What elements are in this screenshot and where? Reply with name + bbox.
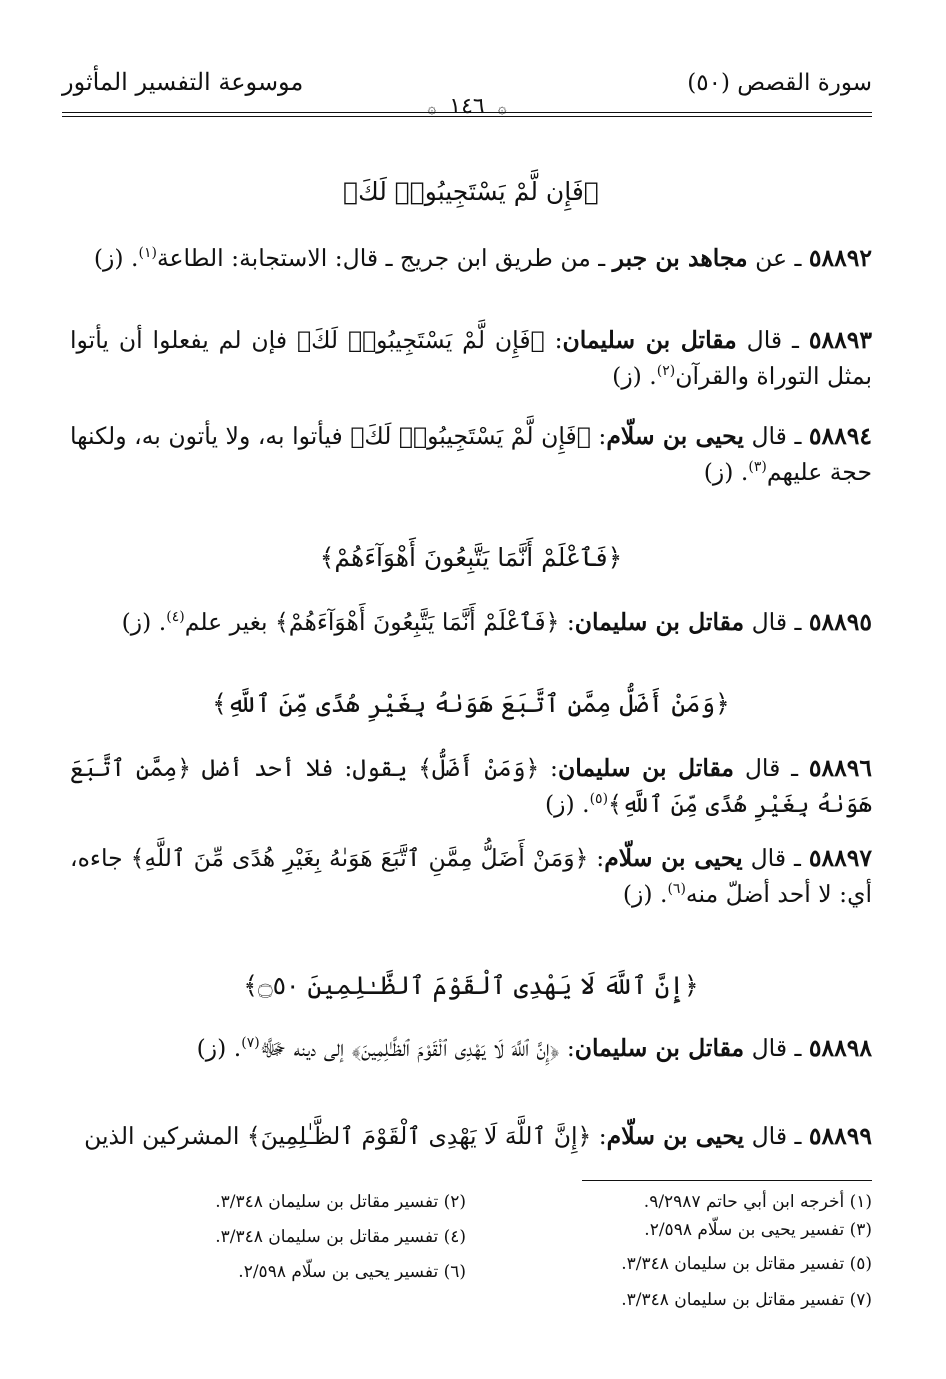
book-title: موسوعة التفسير المأثور <box>62 68 304 96</box>
ornament-icon: ۞ <box>427 99 437 117</box>
verse-heading: ﴿فَإِن لَّمْ يَسْتَجِيبُوا۟ لَكَ﴾ <box>343 177 599 206</box>
footnote-ref[interactable]: (٣) <box>748 459 767 476</box>
footnote-ref[interactable]: (٤) <box>166 609 185 626</box>
footnote-ref[interactable]: (٧) <box>241 1035 260 1052</box>
entry-tail: . (ز) <box>622 880 668 908</box>
entry-tail: . (ز) <box>121 608 167 636</box>
entry-text: : ﴿وَمَنْ أَضَلُّ﴾ يقول: فلا أحد أضل ﴿مِمَّنِ ٱتَّبَعَ هَوَىٰهُ بِغَيْرِ هُدًى مِّنَ ٱللَّهِ﴾ <box>70 754 872 818</box>
footnote-ref[interactable]: (١) <box>138 245 157 262</box>
entry-text: ـ قال <box>743 422 809 450</box>
footnote: (٤) تفسير مقاتل بن سليمان ٣/٣٤٨. <box>215 1227 466 1247</box>
entry-text: : ﴿إِنَّ ٱللَّهَ لَا يَهْدِى ٱلْقَوْمَ ٱلظَّـٰلِمِينَ﴾ إلى دينه ﷻ <box>259 1034 575 1062</box>
entry-text: ـ قال <box>734 754 809 782</box>
narrator-name: يحيى بن سلّام <box>606 422 744 450</box>
narration-entry <box>70 240 872 276</box>
entry-number: ٥٨٨٩٨ <box>808 1034 872 1062</box>
footnote: (٥) تفسير مقاتل بن سليمان ٣/٣٤٨. <box>621 1254 872 1274</box>
entry-tail: . (ز) <box>93 244 139 272</box>
entry-number: ٥٨٨٩٩ <box>808 1122 872 1150</box>
footnote: (٧) تفسير مقاتل بن سليمان ٣/٣٤٨. <box>621 1290 872 1310</box>
ornament-icon: ۞ <box>497 99 507 117</box>
footnote-rule <box>582 1180 872 1181</box>
entry-text: : ﴿فَإِن لَّمْ يَسْتَجِيبُوا۟ لَكَ﴾ فإن لم يفعلوا أن يأتوا بمثل التوراة والقرآن <box>70 326 872 390</box>
footnote: (١) أخرجه ابن أبي حاتم ٩/٢٩٨٧. <box>643 1192 872 1212</box>
narrator-name: مقاتل بن سليمان <box>574 608 745 636</box>
entry-number: ٥٨٨٩٢ <box>808 244 872 272</box>
entry-text: ـ قال <box>744 1122 809 1150</box>
entry-number: ٥٨٨٩٧ <box>808 844 872 872</box>
entry-text: ـ قال <box>744 608 809 636</box>
header-rule <box>62 112 872 113</box>
narrator-name: يحيى بن سلّام <box>606 1122 745 1150</box>
narrator-name: مجاهد بن جبر <box>612 244 748 272</box>
entry-tail: . (ز) <box>703 458 749 486</box>
entry-tail: . (ز) <box>544 790 590 818</box>
verse-heading: ﴿فَٱعْلَمْ أَنَّمَا يَتَّبِعُونَ أَهْوَآءَهُمْ﴾ <box>319 543 623 572</box>
entry-text: : ﴿وَمَنْ أَضَلُّ مِمَّنِ ٱتَّبَعَ هَوَىٰهُ بِغَيْرِ هُدًى مِّنَ ٱللَّهِ﴾ جاءه، أي: لا أحد أضلّ منه <box>70 844 872 908</box>
page-number: ١٤٦ <box>449 94 485 119</box>
entry-text: ـ عن <box>747 244 809 272</box>
footnote: (٣) تفسير يحيى بن سلّام ٢/٥٩٨. <box>644 1220 872 1240</box>
verse-heading: ﴿وَمَنْ أَضَلُّ مِمَّنِ ٱتَّبَعَ هَوَىٰهُ بِغَيْرِ هُدًى مِّنَ ٱللَّهِ﴾ <box>212 689 730 718</box>
entry-text: ـ قال <box>742 844 809 872</box>
entry-text: ـ من طريق ابن جريج ـ قال: الاستجابة: الطاعة <box>156 244 613 272</box>
narration-entry <box>70 604 872 640</box>
footnote: (٦) تفسير يحيى بن سلّام ٢/٥٩٨. <box>238 1262 466 1282</box>
narration-entry <box>70 1118 872 1154</box>
footnote-ref[interactable]: (٦) <box>667 881 686 898</box>
footnote: (٢) تفسير مقاتل بن سليمان ٣/٣٤٨. <box>215 1192 466 1212</box>
entry-number: ٥٨٨٩٦ <box>808 754 872 782</box>
narration-entry <box>70 840 872 912</box>
entry-number: ٥٨٨٩٤ <box>808 422 872 450</box>
narration-entry <box>70 418 872 490</box>
entry-number: ٥٨٨٩٣ <box>808 326 872 354</box>
entry-tail: . (ز) <box>196 1034 242 1062</box>
narration-entry <box>70 750 872 822</box>
narrator-name: مقاتل بن سليمان <box>557 754 735 782</box>
footnote-ref[interactable]: (٥) <box>589 791 609 808</box>
entry-text: : ﴿فَإِن لَّمْ يَسْتَجِيبُوا۟ لَكَ﴾ فيأتوا به، ولا يأتون به، ولكنها حجة عليهم <box>70 422 872 486</box>
narrator-name: مقاتل بن سليمان <box>562 326 737 354</box>
entry-text: : ﴿إِنَّ ٱللَّهَ لَا يَهْدِى ٱلْقَوْمَ ٱلظَّـٰلِمِينَ﴾ المشركين الذين <box>84 1122 607 1150</box>
surah-title: سورة القصص (٥٠) <box>687 70 872 96</box>
header-rule <box>62 116 872 117</box>
narration-entry <box>70 1030 872 1066</box>
footnote-ref[interactable]: (٢) <box>656 363 676 380</box>
narrator-name: يحيى بن سلّام <box>604 844 743 872</box>
entry-tail: . (ز) <box>612 362 657 390</box>
entry-text: : ﴿فَٱعْلَمْ أَنَّمَا يَتَّبِعُونَ أَهْوَآءَهُمْ﴾ بغير علم <box>184 608 575 636</box>
verse-heading: ﴿إِنَّ ٱللَّهَ لَا يَهْدِى ٱلْقَوْمَ ٱلظَّـٰلِمِينَ ۝٥٠﴾ <box>243 971 699 1000</box>
entry-number: ٥٨٨٩٥ <box>808 608 872 636</box>
narration-entry <box>70 322 872 394</box>
narrator-name: مقاتل بن سليمان <box>574 1034 745 1062</box>
entry-text: ـ قال <box>736 326 809 354</box>
entry-text: ـ قال <box>744 1034 809 1062</box>
